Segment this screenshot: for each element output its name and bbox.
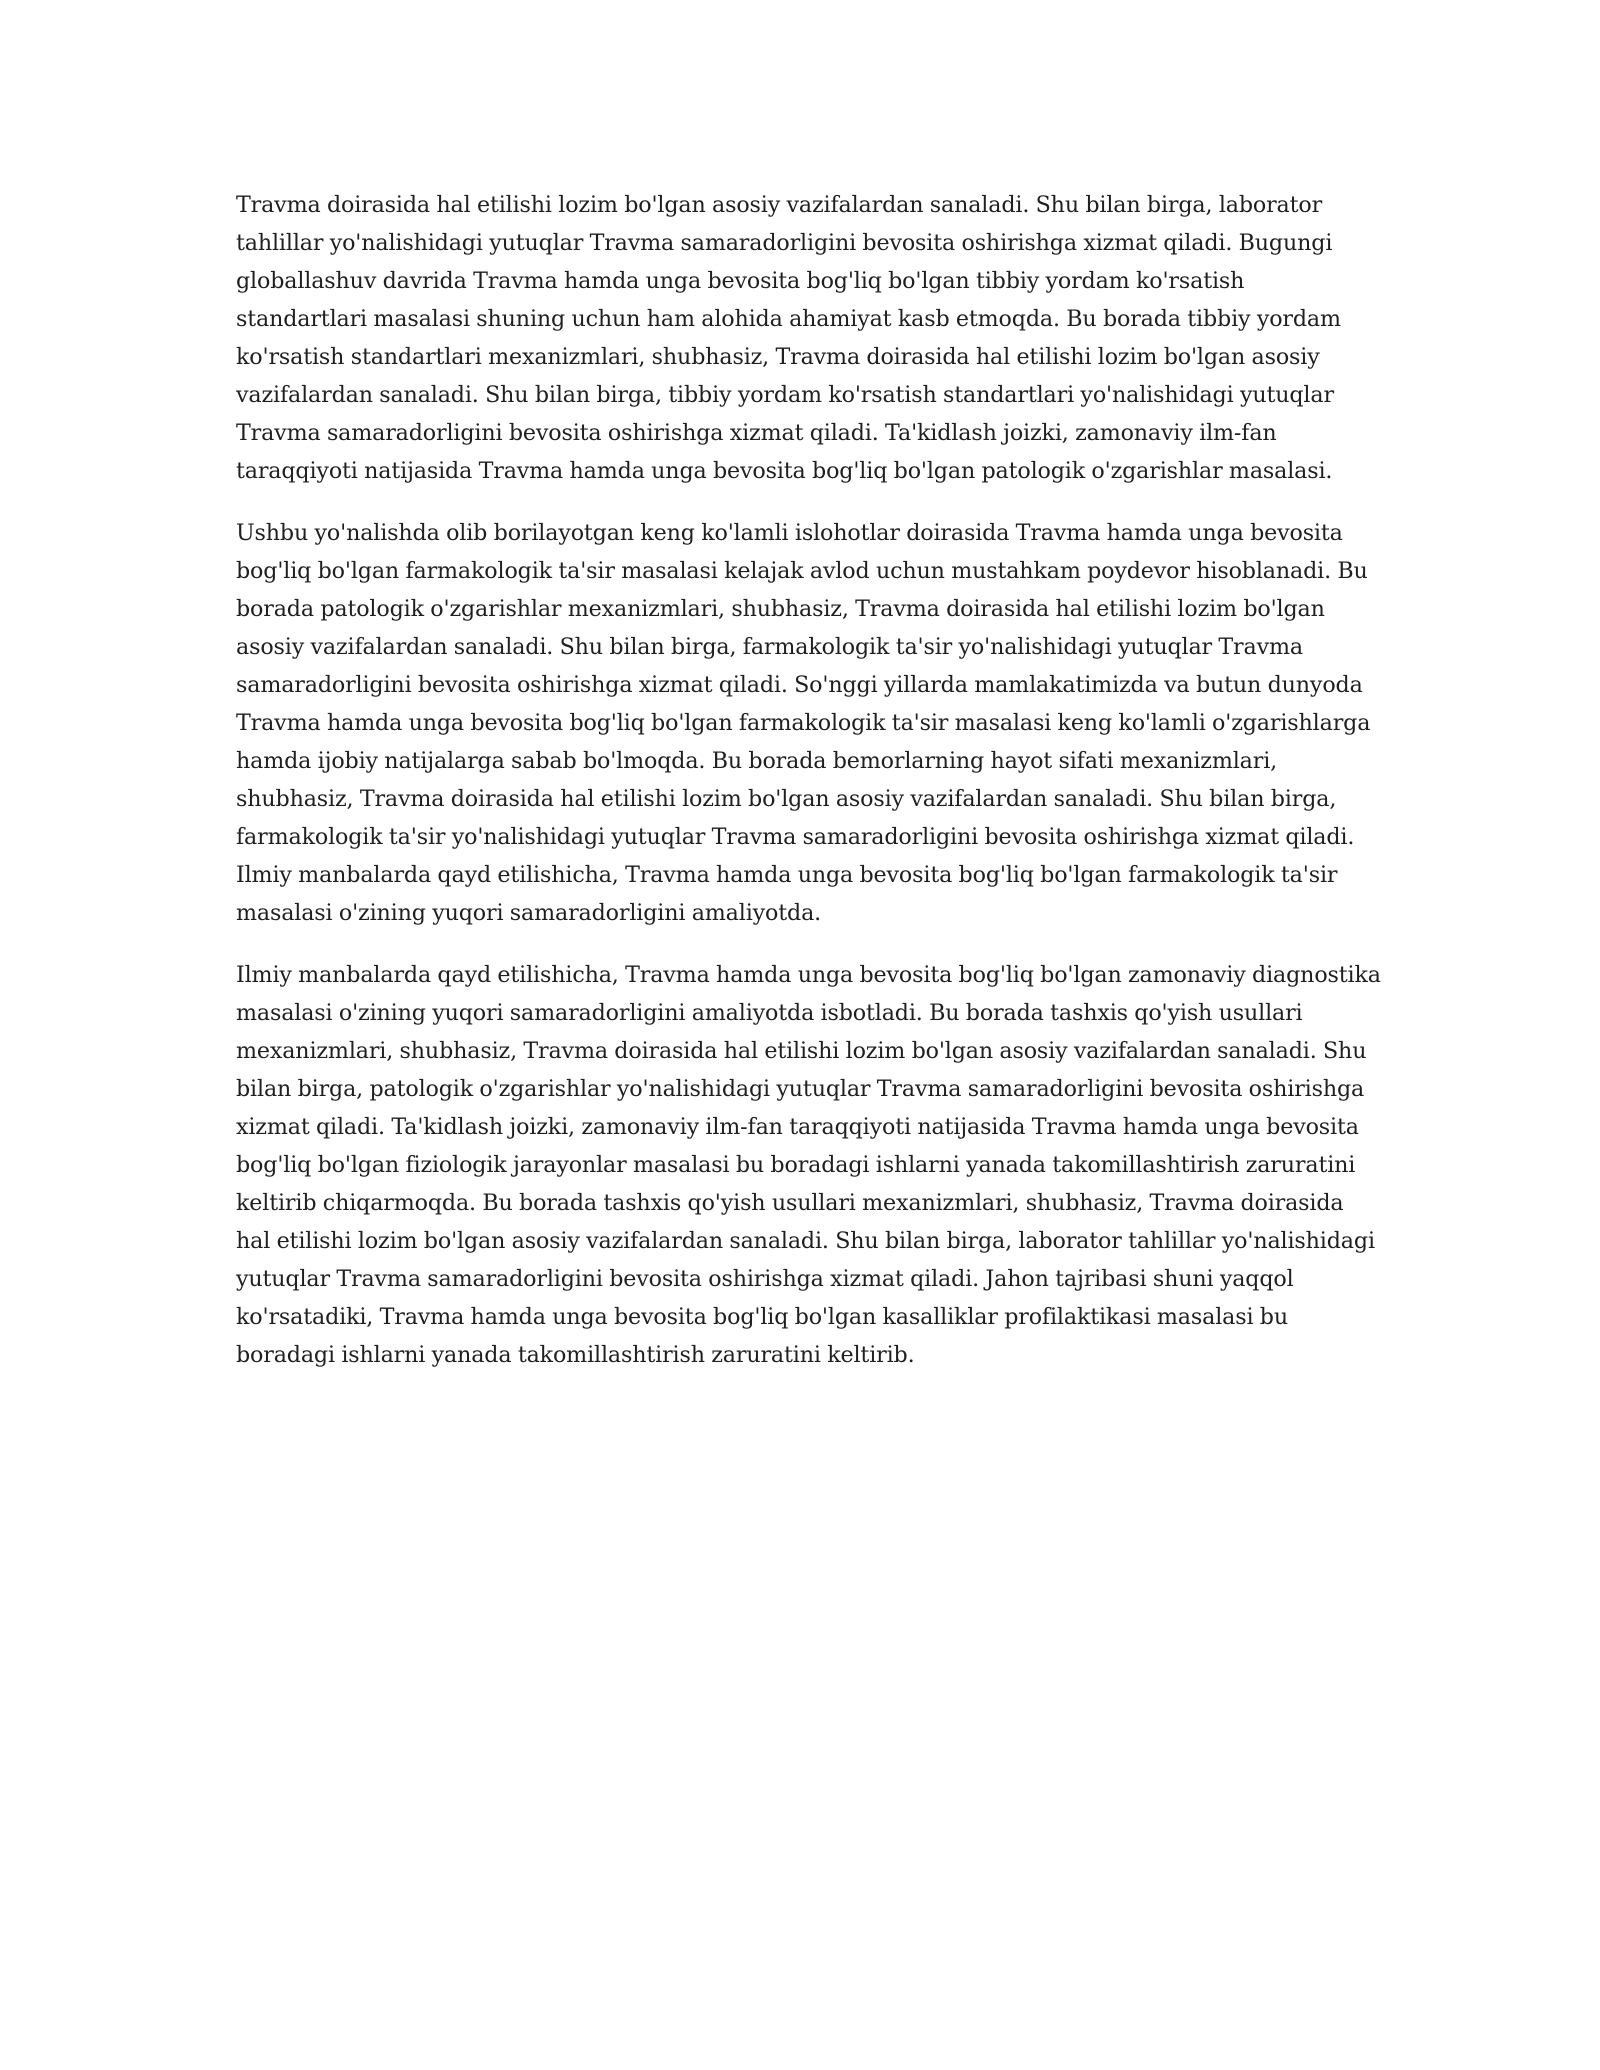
document-body (236, 186, 1381, 1398)
paragraph-3: Ilmiy manbalarda qayd etilishicha, Travma hamda unga bevosita bog'liq bo'lgan zamonaviy diagnostika masalasi o'zining yuqori samaradorligini amaliyotda isbotladi. Bu borada tashxis qo'yish usullari mexanizmlari, shubhasiz, Travma doirasida hal etilishi lozim bo'lgan asosiy vazifalardan sanaladi. Shu bilan birga, patologik o'zgarishlar yo'nalishidagi yutuqlar Travma samaradorligini bevosita oshirishga xizmat qiladi. Ta'kidlash joizki, zamonaviy ilm-fan taraqqiyoti natijasida Travma hamda unga bevosita bog'liq bo'lgan fiziologik jarayonlar masalasi bu boradagi ishlarni yanada takomillashtirish zaruratini keltirib chiqarmoqda. Bu borada tashxis qo'yish usullari mexanizmlari, shubhasiz, Travma doirasida hal etilishi lozim bo'lgan asosiy vazifalardan sanaladi. Shu bilan birga, laborator tahlillar yo'nalishidagi yutuqlar Travma samaradorligini bevosita oshirishga xizmat qiladi. Jahon tajribasi shuni yaqqol ko'rsatadiki, Travma hamda unga bevosita bog'liq bo'lgan kasalliklar profilaktikasi masalasi bu boradagi ishlarni yanada takomillashtirish zaruratini keltirib. (236, 962, 1381, 1368)
paragraph-1: Travma doirasida hal etilishi lozim bo'lgan asosiy vazifalardan sanaladi. Shu bilan birga, laborator tahlillar yo'nalishidagi yutuqlar Travma samaradorligini bevosita oshirishga xizmat qiladi. Bugungi globallashuv davrida Travma hamda unga bevosita bog'liq bo'lgan tibbiy yordam ko'rsatish standartlari masalasi shuning uchun ham alohida ahamiyat kasb etmoqda. Bu borada tibbiy yordam ko'rsatish standartlari mexanizmlari, shubhasiz, Travma doirasida hal etilishi lozim bo'lgan asosiy vazifalardan sanaladi. Shu bilan birga, tibbiy yordam ko'rsatish standartlari yo'nalishidagi yutuqlar Travma samaradorligini bevosita oshirishga xizmat qiladi. Ta'kidlash joizki, zamonaviy ilm-fan taraqqiyoti natijasida Travma hamda unga bevosita bog'liq bo'lgan patologik o'zgarishlar masalasi. (236, 192, 1341, 484)
paragraph-2: Ushbu yo'nalishda olib borilayotgan keng ko'lamli islohotlar doirasida Travma hamda unga bevosita bog'liq bo'lgan farmakologik ta'sir masalasi kelajak avlod uchun mustahkam poydevor hisoblanadi. Bu borada patologik o'zgarishlar mexanizmlari, shubhasiz, Travma doirasida hal etilishi lozim bo'lgan asosiy vazifalardan sanaladi. Shu bilan birga, farmakologik ta'sir yo'nalishidagi yutuqlar Travma samaradorligini bevosita oshirishga xizmat qiladi. So'nggi yillarda mamlakatimizda va butun dunyoda Travma hamda unga bevosita bog'liq bo'lgan farmakologik ta'sir masalasi keng ko'lamli o'zgarishlarga hamda ijobiy natijalarga sabab bo'lmoqda. Bu borada bemorlarning hayot sifati mexanizmlari, shubhasiz, Travma doirasida hal etilishi lozim bo'lgan asosiy vazifalardan sanaladi. Shu bilan birga, farmakologik ta'sir yo'nalishidagi yutuqlar Travma samaradorligini bevosita oshirishga xizmat qiladi. Ilmiy manbalarda qayd etilishicha, Travma hamda unga bevosita bog'liq bo'lgan farmakologik ta'sir masalasi o'zining yuqori samaradorligini amaliyotda. (236, 520, 1371, 926)
